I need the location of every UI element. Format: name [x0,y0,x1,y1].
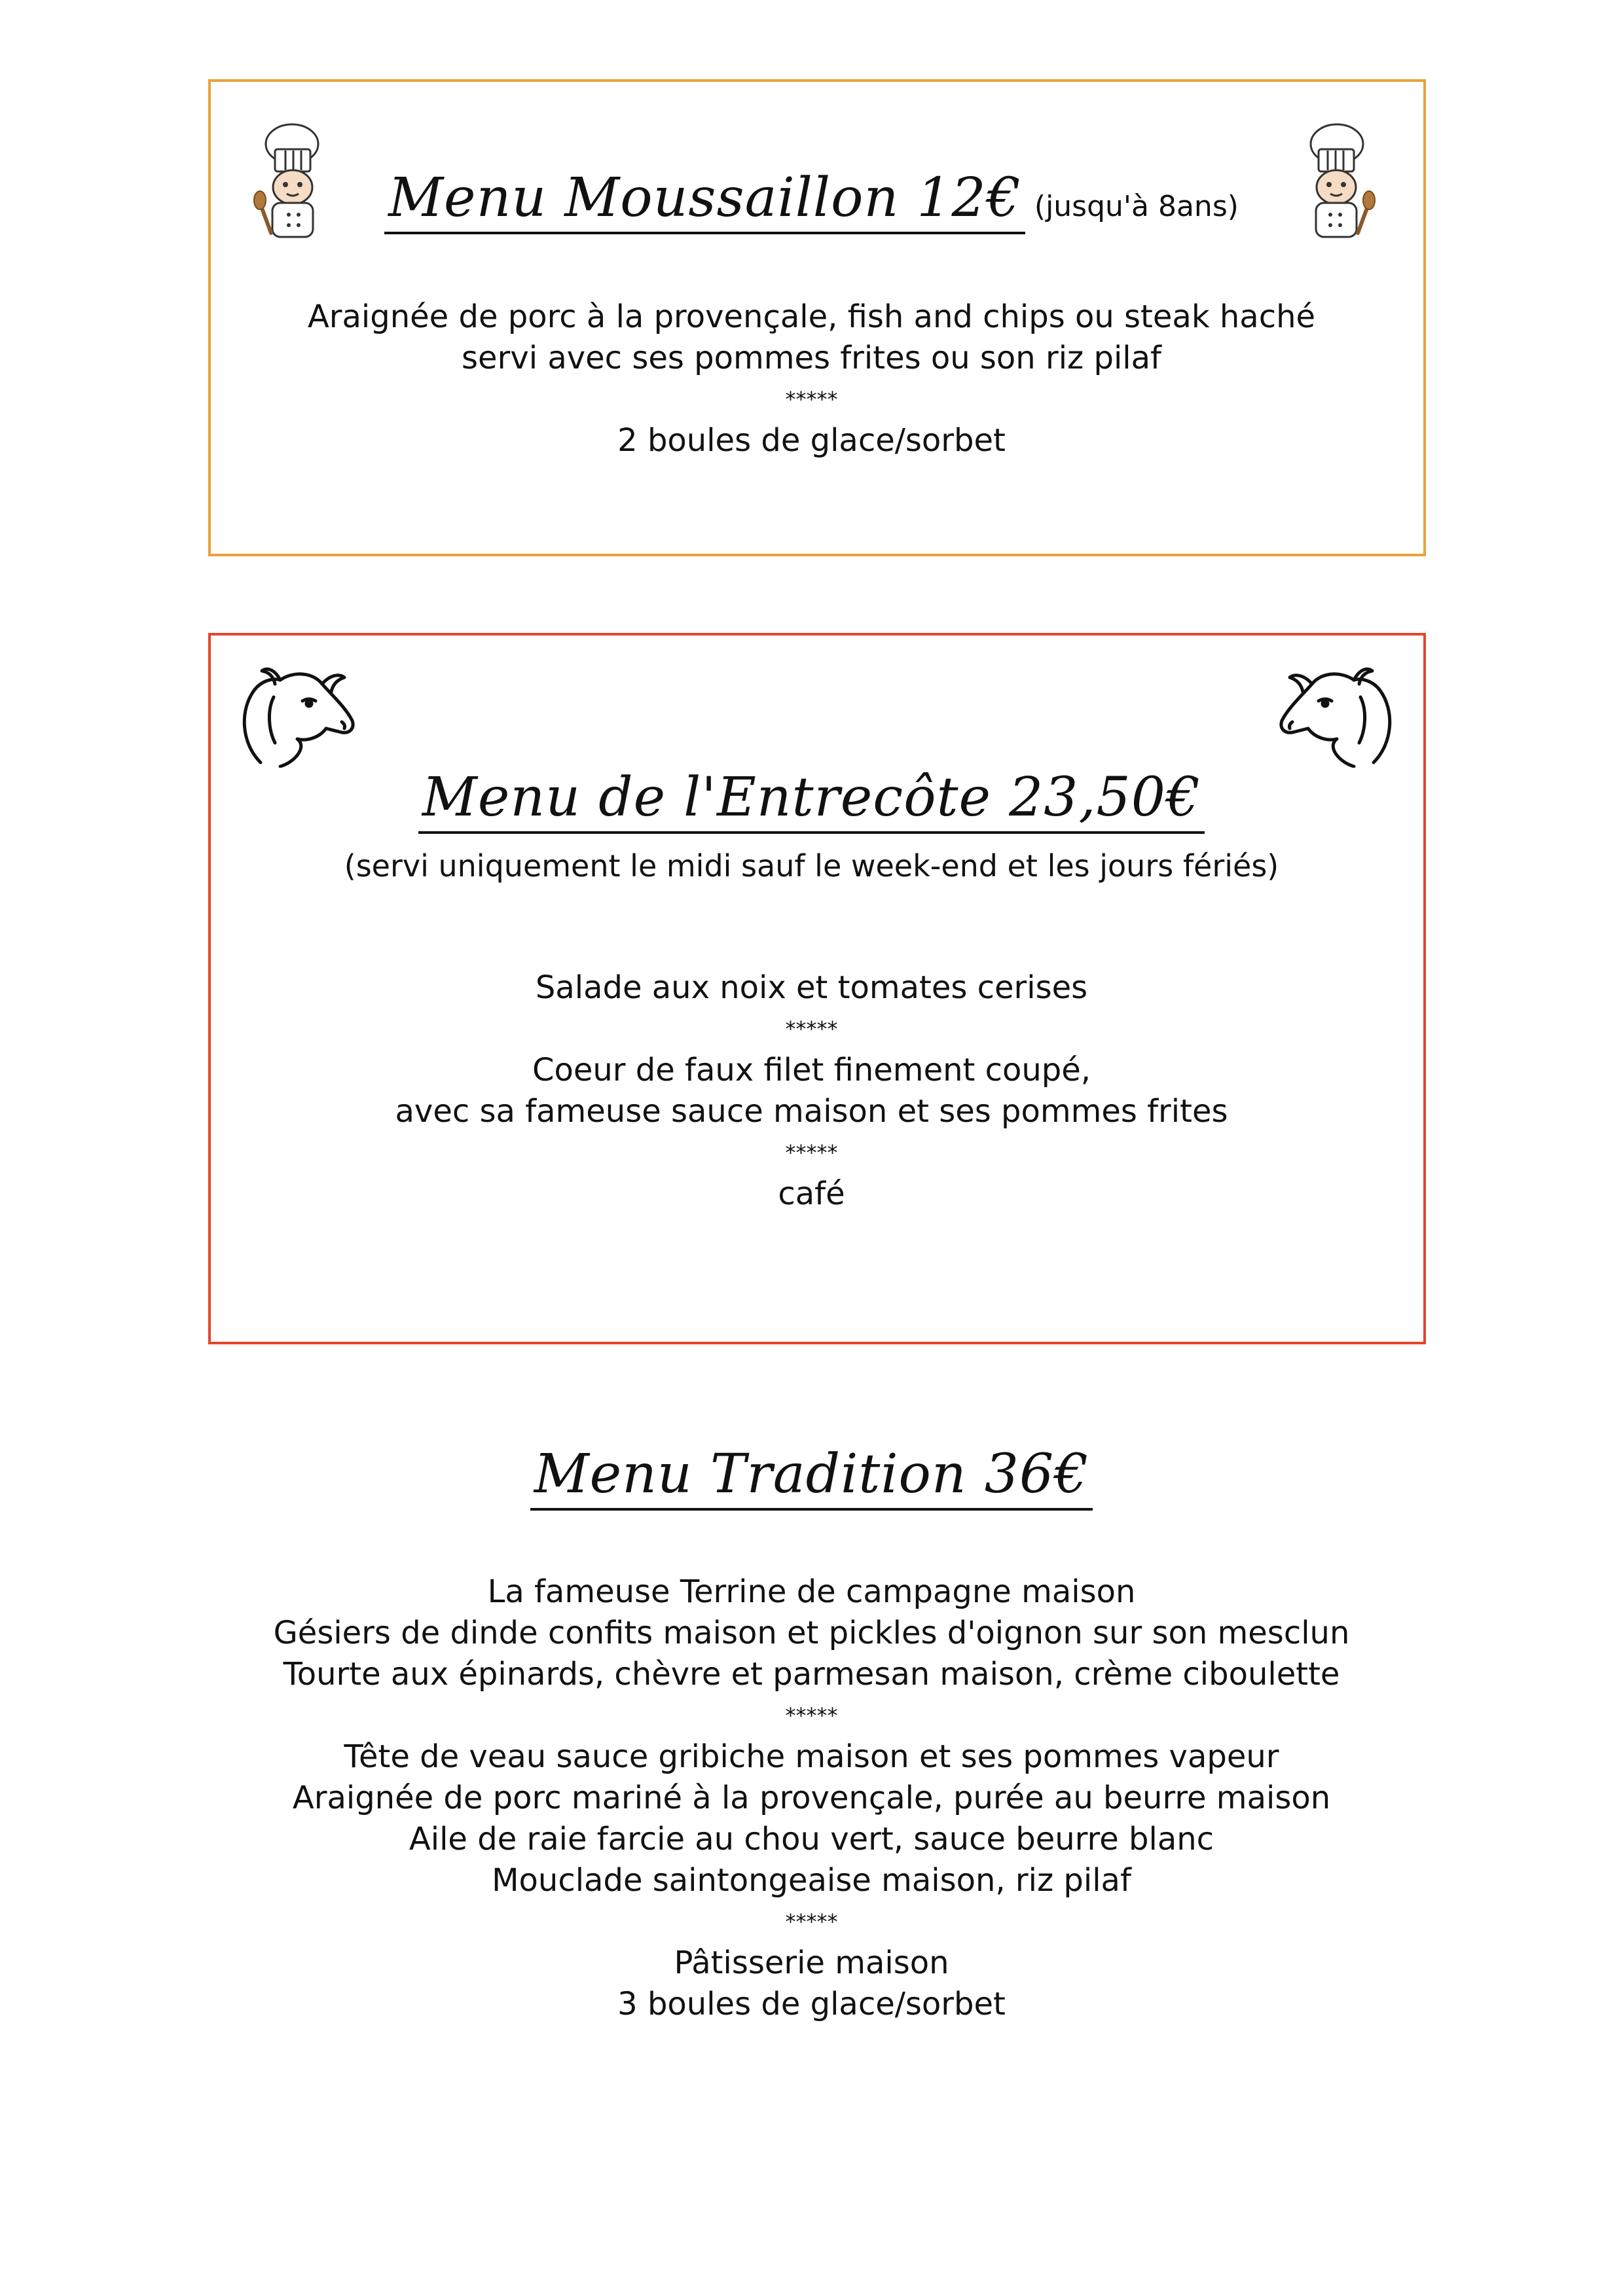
menu-item: Gésiers de dinde confits maison et pickles d'oignon sur son mesclun [273,1615,1350,1651]
menu-entrecote-items [0,967,1623,1215]
menu-item: Tête de veau sauce gribiche maison et ses pommes vapeur [344,1738,1279,1775]
menu-item: Pâtisserie maison [674,1945,949,1981]
menu-moussaillon-title-row [0,167,1623,234]
menu-tradition-title: Menu Tradition 36€ [530,1448,1093,1511]
menu-item: Coeur de faux filet finement coupé, [532,1052,1091,1088]
menu-item: Aile de raie farcie au chou vert, sauce beurre blanc [409,1821,1214,1857]
menu-item: Araignée de porc à la provençale, fish and chips ou steak haché [307,298,1316,335]
menu-item: 3 boules de glace/sorbet [617,1986,1006,2022]
menu-item: Tourte aux épinards, chèvre et parmesan maison, crème ciboulette [283,1656,1340,1693]
menu-entrecote-title-row [0,766,1623,834]
menu-item: café [778,1175,845,1212]
menu-entrecote-title: Menu de l'Entrecôte 23,50€ [418,771,1205,834]
menu-item: servi avec ses pommes frites ou son riz pilaf [462,340,1161,376]
menu-moussaillon-age-note: (jusqu'à 8ans) [1034,190,1239,223]
menu-tradition-items [0,1571,1623,2025]
menu-moussaillon-title: Menu Moussaillon 12€ [384,171,1025,234]
menu-item: Mouclade saintongeaise maison, riz pilaf [492,1862,1131,1899]
menu-moussaillon-items [0,296,1623,461]
menu-tradition-title-row [0,1443,1623,1511]
menu-item: Araignée de porc mariné à la provençale, purée au beurre maison [292,1780,1331,1816]
course-separator: ***** [785,1703,838,1728]
bull-head-icon [1277,658,1400,768]
menu-item: La fameuse Terrine de campagne maison [487,1573,1136,1610]
bull-head-icon [234,658,357,768]
menu-entrecote-subtitle: (servi uniquement le midi sauf le week-end et les jours fériés) [344,848,1279,884]
course-separator: ***** [785,387,838,412]
menu-item: Salade aux noix et tomates cerises [535,969,1088,1006]
course-separator: ***** [785,1140,838,1165]
course-separator: ***** [785,1909,838,1934]
course-separator: ***** [785,1016,838,1041]
menu-item: 2 boules de glace/sorbet [617,422,1006,459]
menu-item: avec sa fameuse sauce maison et ses pommes frites [395,1093,1228,1130]
